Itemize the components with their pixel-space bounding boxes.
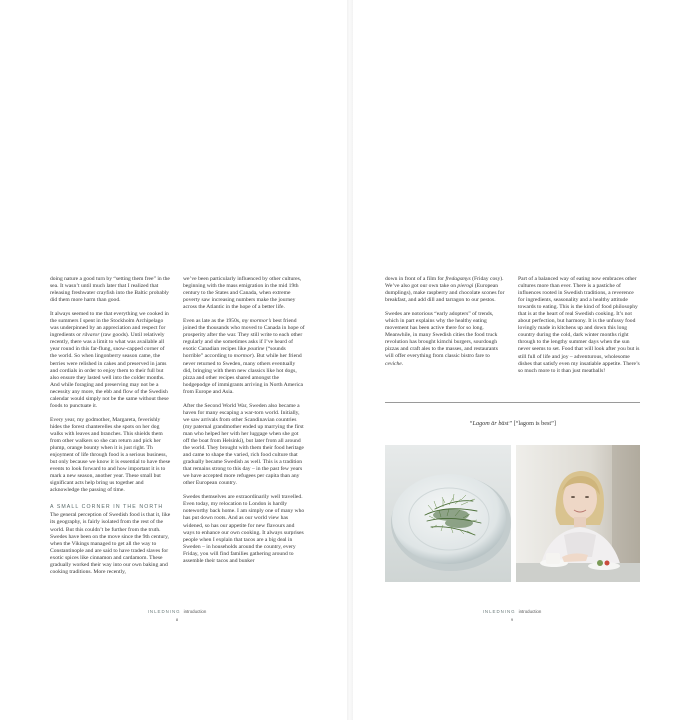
page-number: 9 [510,617,514,622]
paragraph: Swedes themselves are extraordinarily well travelled. Even today, my relocation to London is hardly noteworthy back home. I am simply one of many who has put down roots. And as our world view has widened, so has our appetite for new flavours and ways to enhance our own cooking. It always surprises people when I explain that tacos are a big deal in Sweden – in households around the country, every Friday, you will find families gathering around to assemble their tacos and bunker [183,494,305,564]
right-column-1 [385,276,507,375]
page-footer-right [472,609,552,622]
right-column-2 [518,276,640,382]
paragraph: Part of a balanced way of eating now embraces other cultures more than ever. There is a pastiche of influences rooted in Swedish traditions, a reverence for ingredients, seasonality and a healthy attitude towards to eating. This is the kind of food philosophy that is at the heart of real Swedish cooking. It’s not about perfection, but harmony. It is the unfussy food lovingly made in kitchens up and down this long country during the cold, dark winter months right through to the lengthy summer days when the sun never seems to set. Food that will look after you but is still full of life and joy – adventurous, wholesome dishes that satisfy even my insatiable appetite. There’s so much more to it than just meatballs! [518,276,640,374]
paragraph: Swedes are notorious “early adopters” of trends, which in part explains why the healthy eating movement has been active there for so long. Meanwhile, in many Swedish cities the food truck revolution has brought kimchi burgers, sourdough pizzas and craft ales to the masses, and restaurants will offer everything from classic bistro fare to ceviche. [385,311,498,367]
paragraph: Every year, my godmother, Margareta, feverishly hides the forest chanterelles she spots on her dog walks with leaves and branches. This shields them from other walkers so she can return and pick her plump, orange bounty when it is just right. Th enjoyment of life through food is a serious business, but only because we know it is essential to have these events to look forward to and how important it is to mark a new season, another year. These small but significant acts help bring us together and acknowledge the passing of time. [50,416,171,494]
dill-plate-illustration [385,445,511,582]
paragraph: doing nature a good turn by “setting them free” in the sea. It wasn’t until much later that I realized that releasing freshwater crayfish into the Baltic probably did them more harm than good. [50,276,170,304]
paragraph: It always seemed to me that everything we cooked in the summers I spent in the Stockholm Archipelago was underpinned by an appreciation and respect for ingredients or råvaror (raw goods). Until relatively recently, there was a limit to what was available all year round in this far-flung, snow-capped corner of the world. So when lingonberry season came, the berries were relished in cakes and preserved in jams and cordials in order to enjoy them to their full but also ensure they lasted well into the colder months. And while foraging and preserving may not be a necessity any more, the ebb and flow of the Swedish calendar would simply not be the same without these foods to punctuate it. [50,311,169,409]
footer-brand: INLEDNING [147,609,181,614]
left-column-1 [50,276,172,583]
paragraph: After the Second World War, Sweden also became a haven for many escaping a war-torn world. Initially, we saw arrivals from other Scandinavian countries (my paternal grandmother ended up marrying the first man who helped her with her luggage when she got off the boat from Helsinki), but later from all around the world. They brought with them their food heritage and came to shape the varied, rich food culture that gradually became Swedish as well. This is a tradition that remains strong to this day – in the past few years we have accepted more refugees per capita than any other European country. [183,402,304,487]
page-number: 8 [175,617,179,622]
section-heading: A SMALL CORNER IN THE NORTH [50,504,164,511]
left-column-2 [183,276,305,572]
footer-section: introduction [518,609,542,614]
quote-swedish: “Lagom är bäst” [469,420,513,427]
page-footer-left [137,609,217,622]
pull-quote [385,420,640,427]
footer-brand: INLEDNING [482,609,516,614]
divider-rule [385,402,640,403]
footer-section: introduction [183,609,207,614]
quote-english: [“lagom is best”] [513,420,556,427]
author-portrait-photo [516,445,640,582]
paragraph: Even as late as the 1950s, my mormor’s best friend joined the thousands who moved to Canada in hope of prosperity after the war. They still write to each other regularly and she sometimes asks if I’ve heard of exotic Canadian recipes like poutine (“sounds horrible” according to mormor). But while her friend never returned to Sweden, many others eventually did, bringing with them new classics like hot dogs, pizza and other recipes shared amongst the hodgepodge of immigrants arriving in North America from Europe and Asia. [183,318,305,395]
paragraph: The general perception of Swedish food is that it, like its geography, is fairly isolated from the rest of the world. But this couldn’t be further from the truth. Swedes have been on the move since the 9th century, when the Vikings managed to get all the way to Constantinople and are said to have traded slaves for exotic spices like cinnamon and cardamom. These gradually worked their way into our own baking and cooking traditions. More recently, [50,512,171,575]
author-portrait-illustration [516,445,640,582]
paragraph: down in front of a film for fredagsmys (Friday cosy). We’ve also got our own take on pierogi (European dumplings), make raspberry and chocolate scones for breakfast, and add dill and tarragon to our pestos. [385,276,505,304]
left-page [0,0,347,720]
paragraph: we’ve been particularly influenced by other cultures, beginning with the mass emigration in the mid 19th century to the States and Canada, when extreme poverty saw increasing numbers make the journey across the Atlantic in the hope of a better life. [183,276,302,311]
dill-plate-photo [385,445,511,582]
